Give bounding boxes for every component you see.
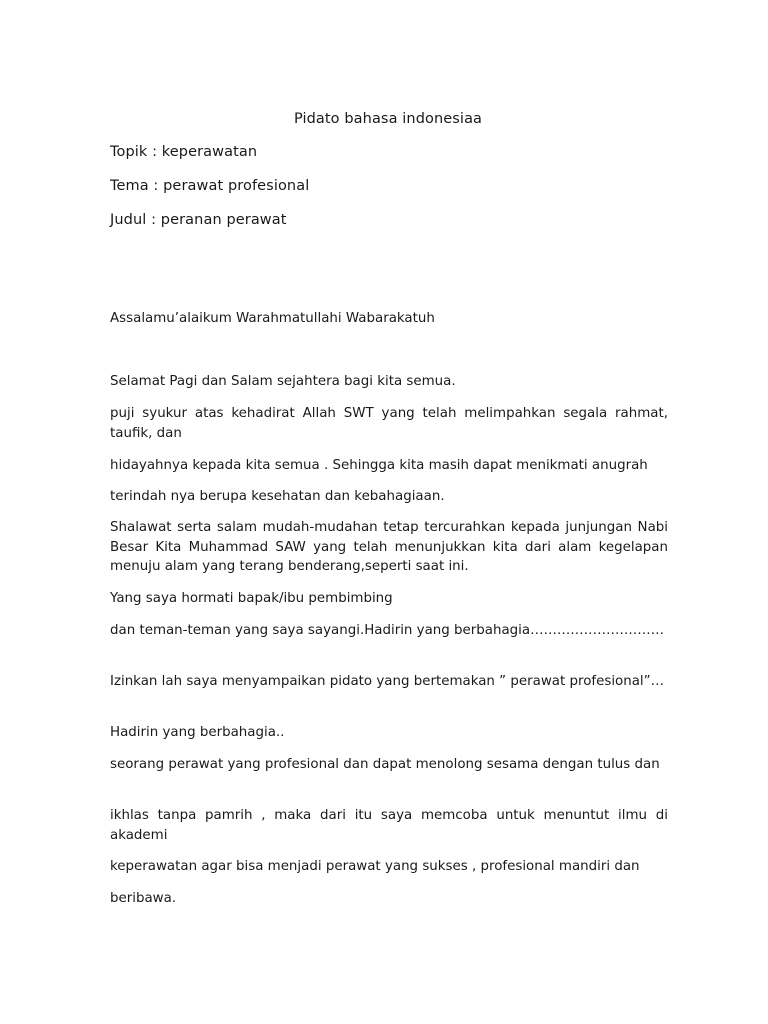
opening-paragraph: Selamat Pagi dan Salam sejahtera bagi kita semua. bbox=[110, 374, 456, 389]
respect-paragraph: Yang saya hormati bapak/ibu pembimbing bbox=[110, 591, 393, 606]
topic-line: Topik : keperawatan bbox=[110, 144, 258, 160]
greeting-paragraph: Assalamu’alaikum Warahmatullahi Wabarakatuh bbox=[110, 311, 435, 326]
sincerity-paragraph: ikhlas tanpa pamrih , maka dari itu saya memcoba untuk menuntut ilmu di akademi bbox=[110, 808, 668, 843]
speech-intro-paragraph: Izinkan lah saya menyampaikan pidato yang bertemakan ” perawat profesional”… bbox=[110, 674, 664, 689]
gratitude-paragraph: puji syukur atas kehadirat Allah SWT yang telah melimpahkan segala rahmat, taufik, dan bbox=[110, 406, 668, 441]
heading-line: Judul : peranan perawat bbox=[110, 212, 287, 228]
shalawat-paragraph: Shalawat serta salam mudah-mudahan tetap tercurahkan kepada junjungan Nabi Besar Kita Muhammad SAW yang telah menunjukkan kita dari alam kegelapan menuju alam yang terang benderang,seperti saat ini. bbox=[110, 520, 668, 574]
blessing-paragraph: hidayahnya kepada kita semua . Sehingga kita masih dapat menikmati anugrah bbox=[110, 458, 648, 473]
theme-line: Tema : perawat profesional bbox=[110, 178, 310, 194]
nursing-paragraph: keperawatan agar bisa menjadi perawat yang sukses , profesional mandiri dan bbox=[110, 859, 640, 874]
audience-paragraph: dan teman-teman yang saya sayangi.Hadirin yang berbahagia………………………… bbox=[110, 623, 665, 638]
document-title: Pidato bahasa indonesiaa bbox=[293, 111, 483, 127]
health-paragraph: terindah nya berupa kesehatan dan kebahagiaan. bbox=[110, 489, 445, 504]
nurse-paragraph: seorang perawat yang profesional dan dapat menolong sesama dengan tulus dan bbox=[110, 757, 660, 772]
audience-greeting-paragraph: Hadirin yang berbahagia.. bbox=[110, 725, 285, 740]
closing-paragraph: beribawa. bbox=[110, 891, 177, 906]
